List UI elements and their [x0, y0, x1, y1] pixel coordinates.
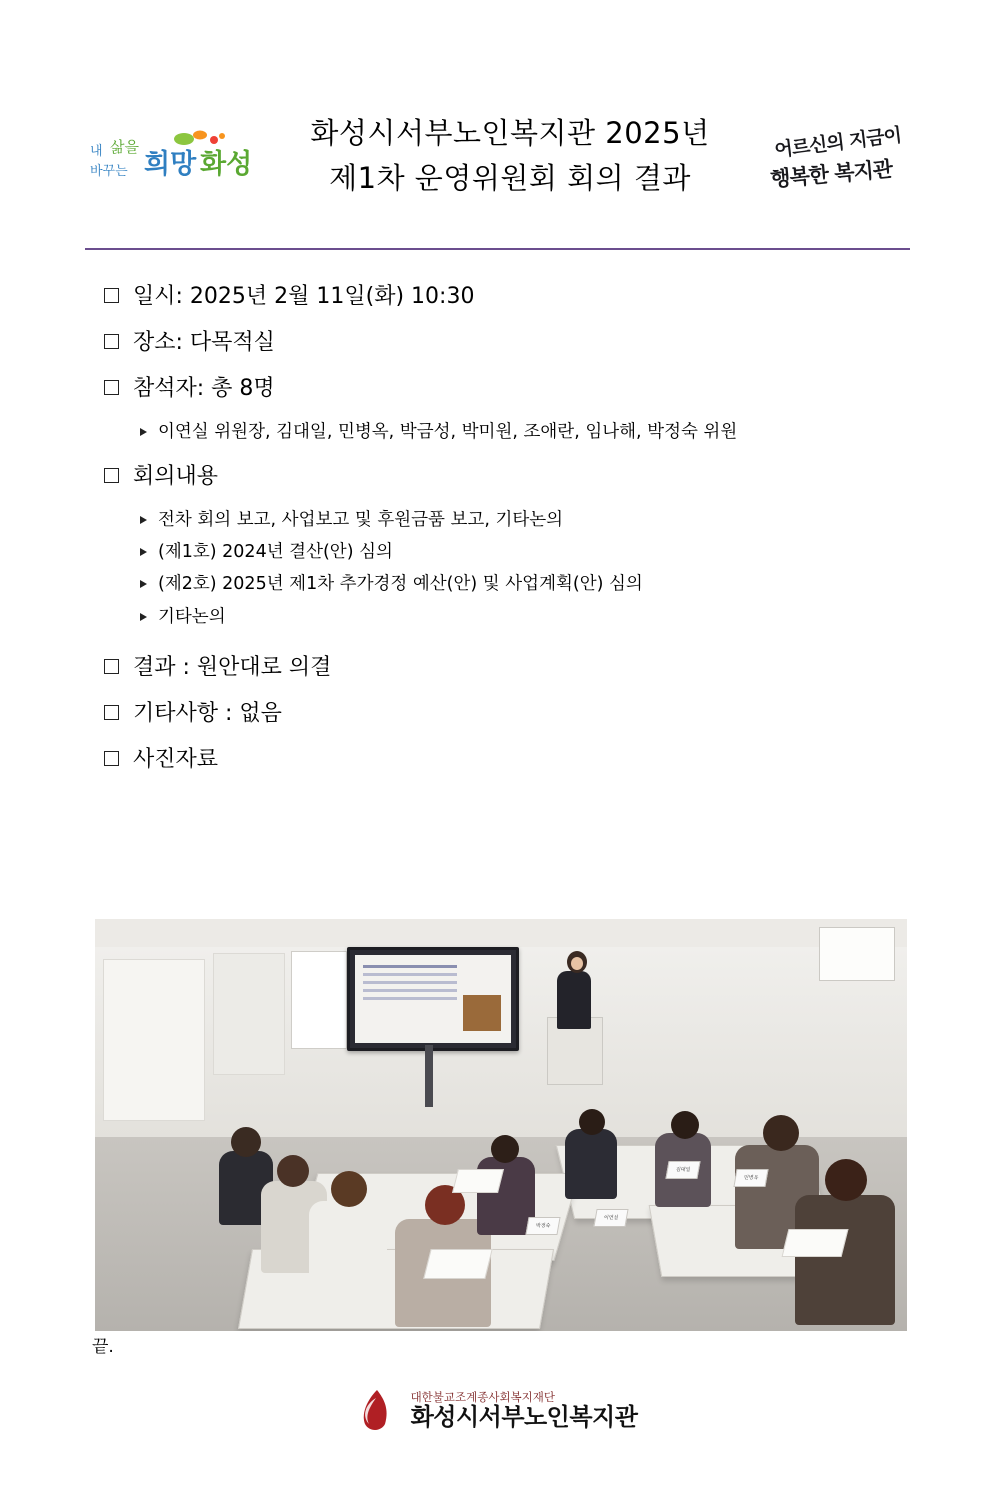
checkbox-icon	[104, 705, 119, 720]
presentation-screen	[347, 947, 519, 1051]
list-item	[104, 373, 932, 405]
sub-list-item	[140, 604, 932, 630]
list-item	[104, 698, 932, 730]
svg-text:내: 내	[90, 144, 103, 159]
page-title-line-2: 제1차 운영위원회 회의 결과	[329, 160, 691, 195]
list-item	[104, 461, 932, 493]
slogan-line-2: 행복한 복지관	[769, 156, 893, 192]
triangle-bullet-icon	[140, 613, 147, 621]
list-item-label: 장소: 다목적실	[133, 329, 275, 355]
list-item	[104, 281, 932, 313]
checkbox-icon	[104, 751, 119, 766]
sub-list-item	[140, 419, 932, 445]
list-item	[104, 327, 932, 359]
welfare-center-slogan	[769, 124, 914, 199]
checkbox-icon	[104, 468, 119, 483]
meeting-photo-content	[95, 919, 907, 1331]
sub-list-item-label: (제1호) 2024년 결산(안) 심의	[158, 542, 393, 563]
checkbox-icon	[104, 380, 119, 395]
checkbox-icon	[104, 334, 119, 349]
triangle-bullet-icon	[140, 428, 147, 436]
sub-list-item-label: 기타논의	[158, 606, 226, 627]
checkbox-icon	[104, 288, 119, 303]
list-item-label: 사진자료	[133, 746, 219, 772]
sub-list-item	[140, 507, 932, 533]
list-item-label: 기타사항 : 없음	[133, 700, 282, 726]
nameplate: 박정숙	[525, 1217, 560, 1235]
document-header	[0, 95, 992, 235]
svg-text:삶을: 삶을	[110, 138, 139, 156]
meeting-summary-list	[0, 281, 992, 775]
list-item	[104, 652, 932, 684]
sub-list-item	[140, 571, 932, 597]
sub-list-item-label: 이연실 위원장, 김대일, 민병옥, 박금성, 박미원, 조애란, 임나해, 박정숙 위원	[158, 421, 738, 442]
list-item-label: 회의내용	[133, 463, 219, 489]
sub-list-item-label: (제2호) 2025년 제1차 추가경정 예산(안) 및 사업계획(안) 심의	[158, 574, 643, 595]
triangle-bullet-icon	[140, 516, 147, 524]
nameplate: 이연실	[593, 1209, 628, 1227]
sub-list-item-label: 전차 회의 보고, 사업보고 및 후원금품 보고, 기타논의	[158, 509, 564, 530]
footer-logo	[0, 1388, 992, 1434]
hwaseong-city-logo	[88, 125, 268, 195]
page-title-line-1: 화성시서부노인복지관 2025년	[310, 116, 710, 150]
document-page	[0, 95, 992, 1498]
checkbox-icon	[104, 659, 119, 674]
footer-org-subtitle: 대한불교조계종사회복지재단	[410, 1389, 555, 1404]
svg-text:희망: 희망	[144, 149, 197, 180]
footer-org-title: 화성시서부노인복지관	[410, 1402, 638, 1431]
svg-text:화성: 화성	[200, 149, 253, 180]
sub-list-item	[140, 539, 932, 565]
list-item-label: 참석자: 총 8명	[133, 375, 275, 401]
meeting-photo	[95, 919, 907, 1331]
page-title	[250, 111, 770, 201]
list-item	[104, 744, 932, 776]
header-divider	[85, 248, 910, 250]
triangle-bullet-icon	[140, 548, 147, 556]
triangle-bullet-icon	[140, 580, 147, 588]
nameplate: 민병옥	[733, 1169, 768, 1187]
list-item-label: 일시: 2025년 2월 11일(화) 10:30	[133, 284, 475, 309]
list-item-label: 결과 : 원안대로 의결	[133, 654, 332, 680]
nameplate: 김대일	[665, 1161, 700, 1179]
jogye-order-mark-icon	[355, 1388, 399, 1434]
slogan-line-1: 어르신의 지금이	[773, 124, 903, 162]
end-caption: 끝.	[92, 1337, 114, 1357]
svg-text:바꾸는: 바꾸는	[90, 164, 128, 179]
